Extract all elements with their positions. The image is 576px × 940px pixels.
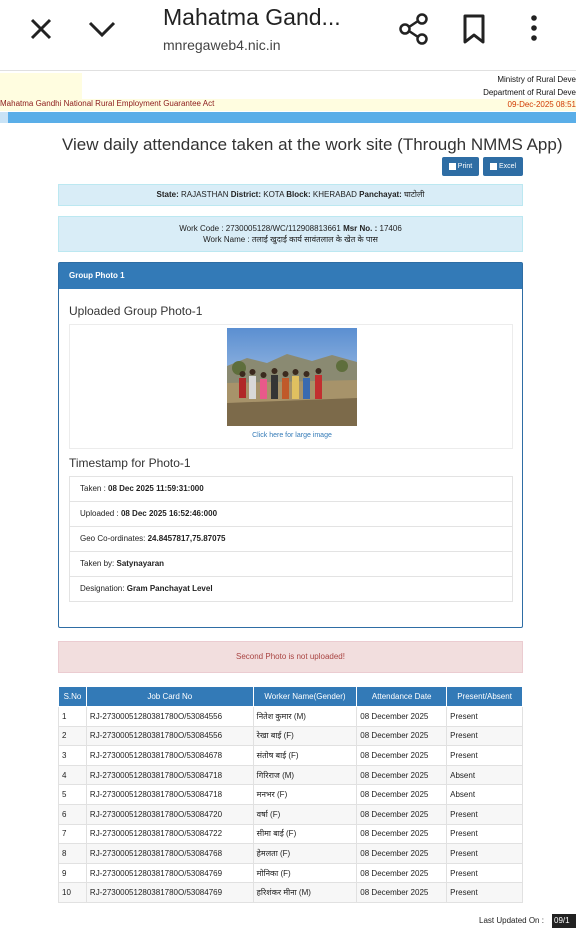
cell-sno: 10 (59, 883, 87, 903)
taken-by-label: Taken by: (80, 559, 115, 568)
table-row (59, 824, 523, 844)
cell-status: Present (447, 746, 523, 766)
table-row (59, 844, 523, 864)
cell-worker-name: वर्षा (F) (253, 804, 357, 824)
cell-date: 08 December 2025 (357, 765, 447, 785)
large-image-link[interactable]: Click here for large image (252, 432, 332, 439)
cell-sno: 7 (59, 824, 87, 844)
second-photo-alert: Second Photo is not uploaded! (58, 641, 523, 673)
geo-label: Geo Co-ordinates: (80, 534, 146, 543)
geo-value: 24.8457817,75.87075 (147, 534, 226, 543)
cell-worker-name: संतोष बाई (F) (253, 746, 357, 766)
chevron-down-icon[interactable] (86, 14, 118, 44)
uploaded-label: Uploaded : (80, 509, 119, 518)
cell-date: 08 December 2025 (357, 824, 447, 844)
last-updated-label: Last Updated On : (479, 916, 544, 925)
uploaded-photo-title: Uploaded Group Photo-1 (69, 304, 203, 318)
cell-job-card: RJ-27300051280381780O/53084769 (86, 863, 253, 883)
cell-worker-name: हरिशंकर मीना (M) (253, 883, 357, 903)
table-row (59, 863, 523, 883)
cell-worker-name: रेखा बाई (F) (253, 726, 357, 746)
cell-status: Present (447, 726, 523, 746)
site-header (0, 70, 576, 112)
cell-worker-name: हेमलता (F) (253, 844, 357, 864)
work-info (58, 216, 523, 252)
taken-by-row (69, 551, 513, 577)
header-attendance-date: Attendance Date (357, 687, 447, 707)
cell-date: 08 December 2025 (357, 785, 447, 805)
table-row (59, 707, 523, 727)
header-job-card: Job Card No (86, 687, 253, 707)
cell-job-card: RJ-27300051280381780O/53084718 (86, 765, 253, 785)
cell-worker-name: नितेश कुमार (M) (253, 707, 357, 727)
bookmark-icon[interactable] (460, 12, 488, 46)
cell-worker-name: मोनिका (F) (253, 863, 357, 883)
cell-status: Absent (447, 765, 523, 785)
cell-date: 08 December 2025 (357, 804, 447, 824)
ministry-name: Ministry of Rural Deve (497, 75, 576, 84)
cell-job-card: RJ-27300051280381780O/53084769 (86, 883, 253, 903)
timestamp-list (69, 477, 513, 602)
close-icon[interactable] (26, 14, 56, 44)
table-row (59, 746, 523, 766)
cell-sno: 4 (59, 765, 87, 785)
taken-row (69, 476, 513, 502)
excel-button[interactable] (483, 157, 523, 176)
excel-label: Excel (498, 163, 517, 170)
msr-label: Msr No. : (343, 224, 378, 233)
header-sno: S.No (59, 687, 87, 707)
cell-sno: 6 (59, 804, 87, 824)
more-vertical-icon[interactable] (524, 12, 544, 46)
last-updated-value: 09/1 (552, 914, 576, 928)
cell-job-card: RJ-27300051280381780O/53084556 (86, 726, 253, 746)
block-label: Block: (286, 190, 311, 199)
state-value: RAJASTHAN (180, 190, 229, 199)
work-name-label: Work Name : (203, 235, 250, 244)
designation-row (69, 576, 513, 602)
cell-date: 08 December 2025 (357, 863, 447, 883)
msr-value: 17406 (379, 224, 402, 233)
panel-heading: Group Photo 1 (59, 263, 522, 289)
cell-status: Present (447, 824, 523, 844)
nav-band-edge (0, 112, 8, 123)
logo-area (0, 73, 82, 99)
print-label: Print (457, 163, 473, 170)
cell-sno: 9 (59, 863, 87, 883)
table-row (59, 765, 523, 785)
group-photo-panel (58, 262, 523, 628)
location-info (58, 184, 523, 206)
browser-page-title: Mahatma Gand... (163, 4, 341, 30)
cell-status: Present (447, 804, 523, 824)
cell-job-card: RJ-27300051280381780O/53084556 (86, 707, 253, 727)
district-label: District: (230, 190, 261, 199)
cell-worker-name: गिरिराज (M) (253, 765, 357, 785)
panchayat-value: घाटोली (404, 190, 425, 199)
department-name: Department of Rural Deve (483, 88, 576, 97)
cell-date: 08 December 2025 (357, 726, 447, 746)
print-button[interactable] (442, 157, 479, 176)
printer-icon (449, 163, 456, 170)
work-name-value: तलाई खुदाई कार्य सावंतलाल के खेत के पास (251, 235, 378, 244)
cell-worker-name: मनभर (F) (253, 785, 357, 805)
attendance-table (58, 686, 523, 903)
cell-status: Present (447, 844, 523, 864)
browser-toolbar (0, 0, 576, 70)
cell-status: Absent (447, 785, 523, 805)
share-icon[interactable] (398, 12, 430, 46)
state-label: State: (156, 190, 179, 199)
header-present-absent: Present/Absent (447, 687, 523, 707)
block-value: KHERABAD (312, 190, 357, 199)
taken-by-value: Satynayaran (116, 559, 165, 568)
table-row (59, 726, 523, 746)
cell-worker-name: सीमा बाई (F) (253, 824, 357, 844)
cell-date: 08 December 2025 (357, 844, 447, 864)
cell-sno: 5 (59, 785, 87, 805)
group-photo[interactable] (227, 328, 357, 426)
photo-well (69, 324, 513, 449)
nav-band (0, 112, 576, 123)
cell-status: Present (447, 863, 523, 883)
panchayat-label: Panchayat: (359, 190, 402, 199)
page-title: View daily attendance taken at the work site (Through NMMS App) (62, 135, 563, 154)
cell-date: 08 December 2025 (357, 707, 447, 727)
cell-job-card: RJ-27300051280381780O/53084722 (86, 824, 253, 844)
cell-sno: 8 (59, 844, 87, 864)
cell-date: 08 December 2025 (357, 883, 447, 903)
cell-job-card: RJ-27300051280381780O/53084718 (86, 785, 253, 805)
header-worker-name: Worker Name(Gender) (253, 687, 357, 707)
designation-value: Gram Panchayat Level (126, 584, 213, 593)
cell-status: Present (447, 707, 523, 727)
table-row (59, 883, 523, 903)
cell-date: 08 December 2025 (357, 746, 447, 766)
designation-label: Designation: (80, 584, 125, 593)
taken-label: Taken : (80, 484, 106, 493)
export-icon (490, 163, 497, 170)
cell-sno: 3 (59, 746, 87, 766)
work-code-value: 2730005128/WC/112908813661 (225, 224, 341, 233)
district-value: KOTA (263, 190, 284, 199)
uploaded-value: 08 Dec 2025 16:52:46:000 (120, 509, 218, 518)
cell-sno: 1 (59, 707, 87, 727)
taken-value: 08 Dec 2025 11:59:31:000 (108, 484, 204, 493)
geo-row (69, 526, 513, 552)
cell-job-card: RJ-27300051280381780O/53084720 (86, 804, 253, 824)
cell-job-card: RJ-27300051280381780O/53084768 (86, 844, 253, 864)
timestamp-title: Timestamp for Photo-1 (69, 456, 191, 470)
table-row (59, 785, 523, 805)
table-header-row (59, 687, 523, 707)
cell-sno: 2 (59, 726, 87, 746)
header-date: 09-Dec-2025 08:51 (507, 100, 576, 109)
uploaded-row (69, 501, 513, 527)
act-name: Mahatma Gandhi National Rural Employment Guarantee Act (0, 99, 215, 108)
browser-url[interactable]: mnregaweb4.nic.in (163, 37, 281, 53)
cell-status: Present (447, 883, 523, 903)
work-code-label: Work Code : (179, 224, 224, 233)
cell-job-card: RJ-27300051280381780O/53084678 (86, 746, 253, 766)
table-row (59, 804, 523, 824)
